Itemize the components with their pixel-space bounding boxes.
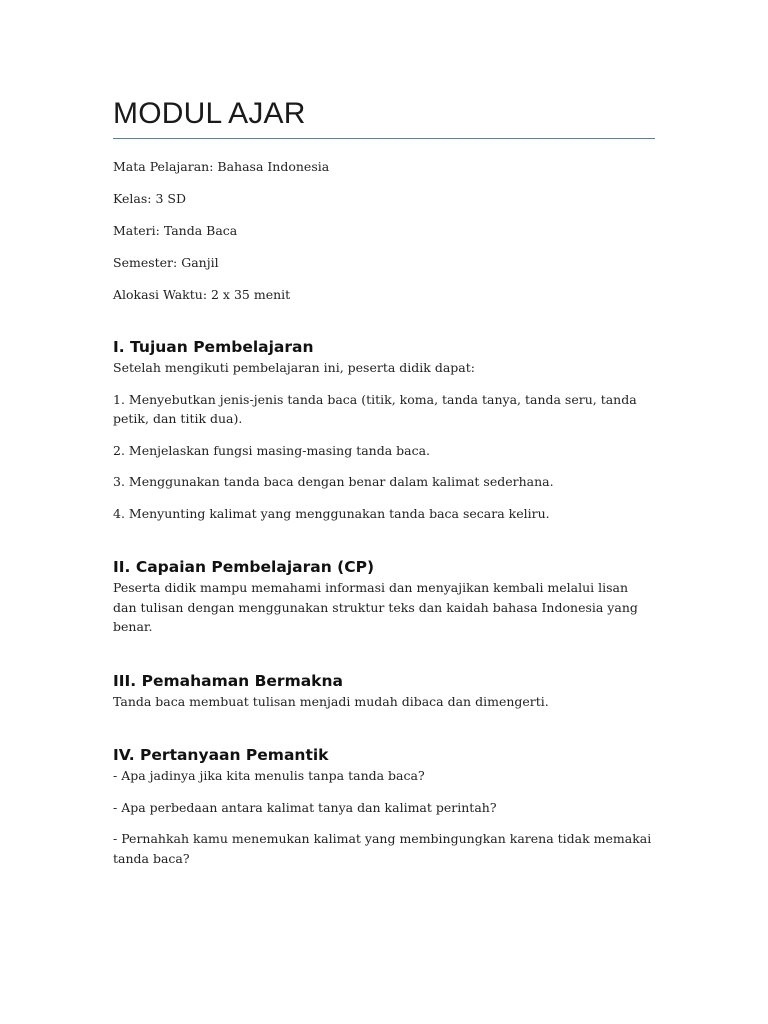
meta-semester: Semester: Ganjil: [113, 255, 219, 270]
page-title: MODUL AJAR: [113, 97, 306, 130]
list-item: - Pernahkah kamu menemukan kalimat yang membingungkan karena tidak memakai tanda baca?: [113, 831, 652, 866]
document-page: [113, 92, 655, 868]
section-heading: III. Pemahaman Bermakna: [113, 671, 343, 690]
list-item: 1. Menyebutkan jenis-jenis tanda baca (titik, koma, tanda tanya, tanda seru, tanda petik, dan titik dua).: [113, 391, 637, 426]
meta-topic: Materi: Tanda Baca: [113, 223, 238, 238]
section-heading: IV. Pertanyaan Pemantik: [113, 746, 329, 764]
section-heading: I. Tujuan Pembelajaran: [113, 338, 314, 356]
meta-subject: Mata Pelajaran: Bahasa Indonesia: [113, 159, 330, 174]
section-intro: Setelah mengikuti pembelajaran ini, peserta didik dapat:: [113, 360, 475, 375]
section-learning-outcomes: [113, 556, 655, 637]
list-item: - Apa jadinya jika kita menulis tanpa tanda baca?: [113, 768, 425, 783]
document-metadata: [113, 158, 655, 304]
title-underline-rule: [113, 138, 655, 139]
list-item: 3. Menggunakan tanda baca dengan benar dalam kalimat sederhana.: [113, 474, 554, 489]
list-item: - Apa perbedaan antara kalimat tanya dan kalimat perintah?: [113, 799, 497, 815]
meta-class: Kelas: 3 SD: [113, 191, 186, 206]
section-body: Tanda baca membuat tulisan menjadi mudah dibaca dan dimengerti.: [113, 693, 549, 709]
section-heading: II. Capaian Pembelajaran (CP): [113, 558, 375, 576]
section-trigger-questions: [113, 744, 655, 868]
section-meaningful-understanding: [113, 670, 655, 712]
meta-time-allocation: Alokasi Waktu: 2 x 35 menit: [113, 287, 291, 302]
list-item: 2. Menjelaskan fungsi masing-masing tanda baca.: [113, 442, 431, 458]
list-item: 4. Menyunting kalimat yang menggunakan tanda baca secara keliru.: [113, 505, 550, 521]
section-body: Peserta didik mampu memahami informasi dan menyajikan kembali melalui lisan dan tulisan dengan menggunakan struktur teks dan kaidah bahasa Indonesia yang benar.: [113, 580, 638, 634]
section-learning-objectives: [113, 336, 655, 523]
